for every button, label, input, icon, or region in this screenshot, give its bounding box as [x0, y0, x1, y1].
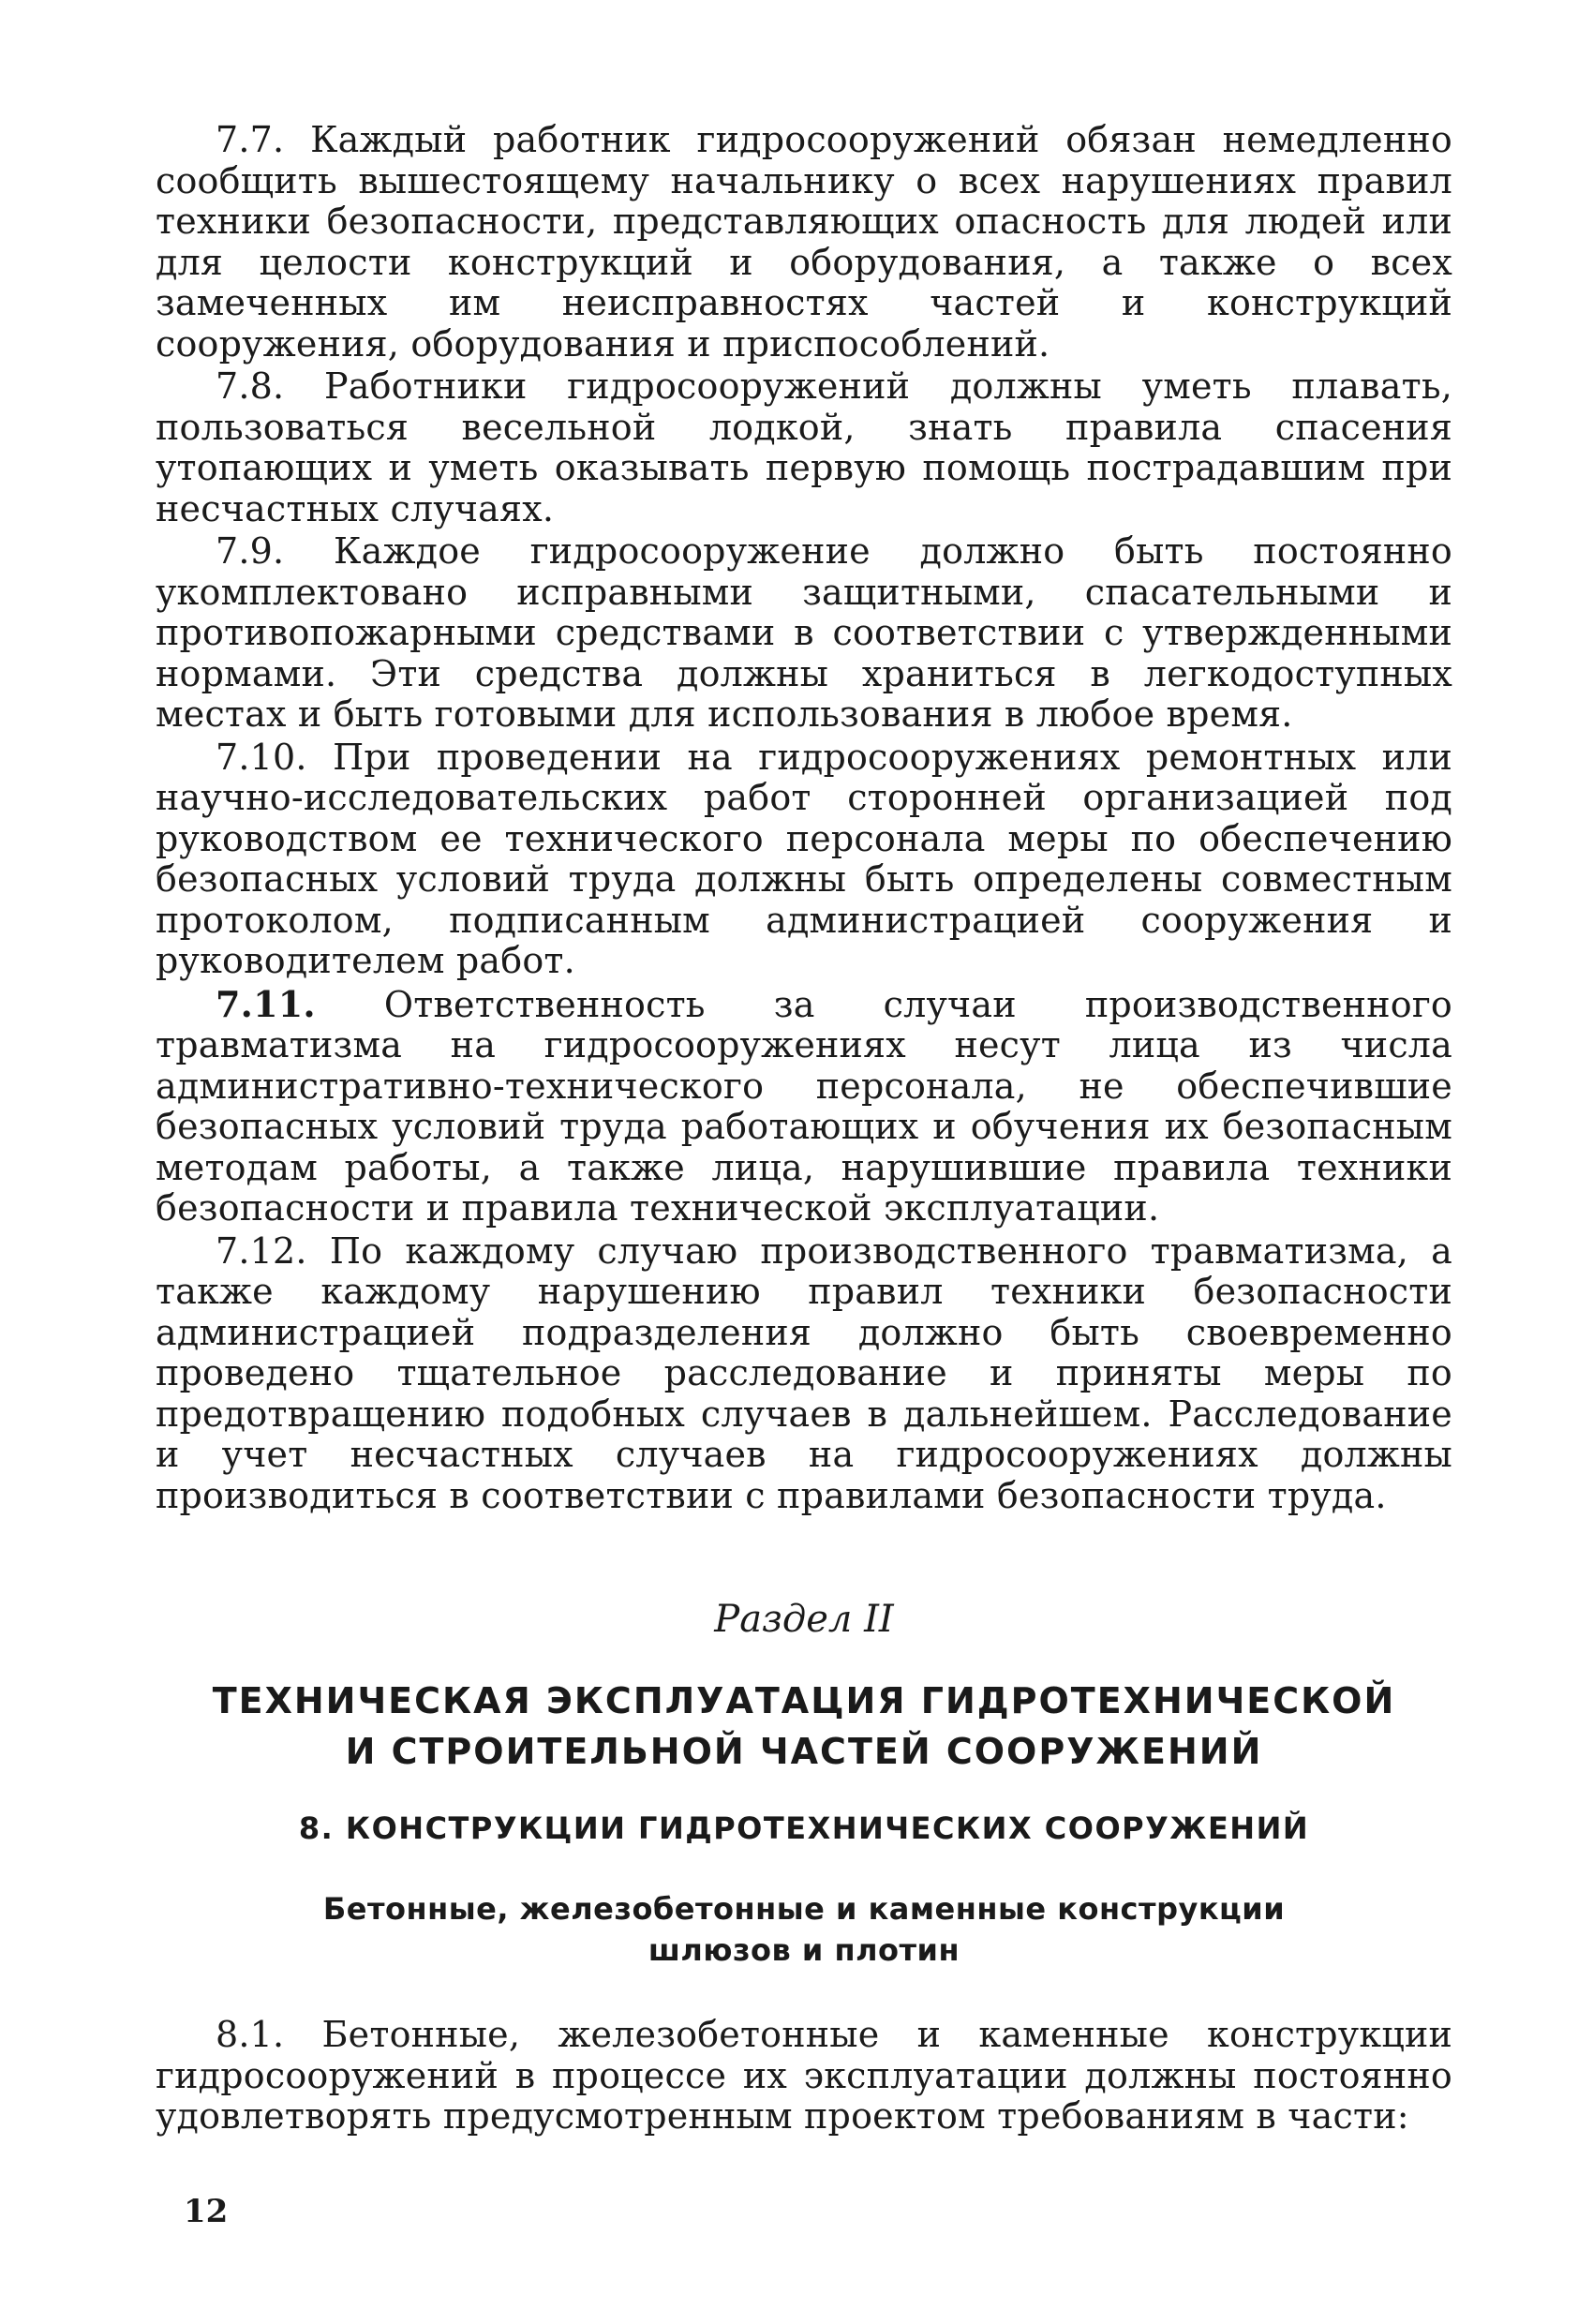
paragraph-7-12: [156, 1231, 1452, 1517]
subsection-title: [156, 1888, 1452, 1971]
paragraph-number: 7.11.: [216, 982, 316, 1025]
paragraph-7-8: [156, 366, 1452, 529]
paragraph-text: При проведении на гидросооружениях ремонтных или научно-исследовательских работ сторонней организацией под руководством ее технического персонала меры по обеспечению безопасных условий труда должны быть определены совместным протоколом, подписанным администрацией сооружения и руководителем работ.: [156, 736, 1452, 981]
paragraph-number: 7.9.: [216, 530, 285, 572]
paragraph-text: Каждый работник гидросооружений обязан немедленно сообщить вышестоящему начальнику о всех нарушениях правил техники безопасности, представляющих опасность для людей или для целости конструкций и оборудования, а также о всех замеченных им неисправностях частей и конструкций сооружения, оборудования и приспособлений.: [156, 119, 1452, 365]
subsection-title-line-2: шлюзов и плотин: [648, 1932, 960, 1968]
paragraph-number: 7.12.: [216, 1229, 307, 1272]
paragraph-text: Ответственность за случаи производственного травматизма на гидросооружениях несут лица из числа административно-технического персонала, не обеспечившие безопасных условий труда работающих и обучения их безопасным методам работы, а также лица, нарушившие правила техники безопасности и правила технической эксплуатации.: [156, 983, 1453, 1229]
paragraph-number: 8.1.: [216, 2014, 285, 2055]
section-label: Раздел II: [714, 1598, 894, 1641]
section-title-line-2: И СТРОИТЕЛЬНОЙ ЧАСТЕЙ СООРУЖЕНИЙ: [345, 1731, 1263, 1772]
section-8-paragraphs: [156, 2015, 1452, 2139]
subsection-title-line-1: Бетонные, железобетонные и каменные конструкции: [322, 1891, 1286, 1927]
section-title: [156, 1676, 1452, 1777]
paragraph-text: Бетонные, железобетонные и каменные конструкции гидросооружений в процессе их эксплуатации должны постоянно удовлетворять предусмотренным проектом требованиям в части:: [156, 2014, 1453, 2137]
paragraph-7-7: [156, 120, 1452, 365]
chapter-title: 8. КОНСТРУКЦИИ ГИДРОТЕХНИЧЕСКИХ СООРУЖЕНИЙ: [298, 1810, 1310, 1846]
paragraph-text: По каждому случаю производственного травматизма, а также каждому нарушению правил техники безопасности администрацией подразделения должно быть своевременно проведено тщательное расследование и приняты меры по предотвращению подобных случаев в дальнейшем. Расследование и учет несчастных случаев на гидросооружениях должны производиться в соответствии с правилами безопасности труда.: [156, 1229, 1453, 1516]
paragraph-7-9: [156, 531, 1452, 736]
paragraph-7-10: [156, 737, 1452, 982]
section-7-paragraphs: [156, 120, 1452, 1518]
section-title-line-1: ТЕХНИЧЕСКАЯ ЭКСПЛУАТАЦИЯ ГИДРОТЕХНИЧЕСКОЙ: [212, 1680, 1396, 1721]
paragraph-number: 7.10.: [216, 736, 307, 778]
paragraph-number: 7.7.: [216, 119, 285, 160]
paragraph-text: Работники гидросооружений должны уметь плавать, пользоваться весельной лодкой, знать правила спасения утопающих и уметь оказывать первую помощь пострадавшим при несчастных случаях.: [156, 365, 1452, 529]
page-number: 12: [184, 2193, 229, 2230]
paragraph-number: 7.8.: [216, 365, 285, 407]
paragraph-8-1: [156, 2015, 1452, 2138]
paragraph-7-11: [156, 984, 1452, 1229]
paragraph-text: Каждое гидросооружение должно быть постоянно укомплектовано исправными защитными, спасательными и противопожарными средствами в соответствии с утвержденными нормами. Эти средства должны храниться в легкодоступных местах и быть готовыми для использования в любое время.: [156, 530, 1453, 735]
